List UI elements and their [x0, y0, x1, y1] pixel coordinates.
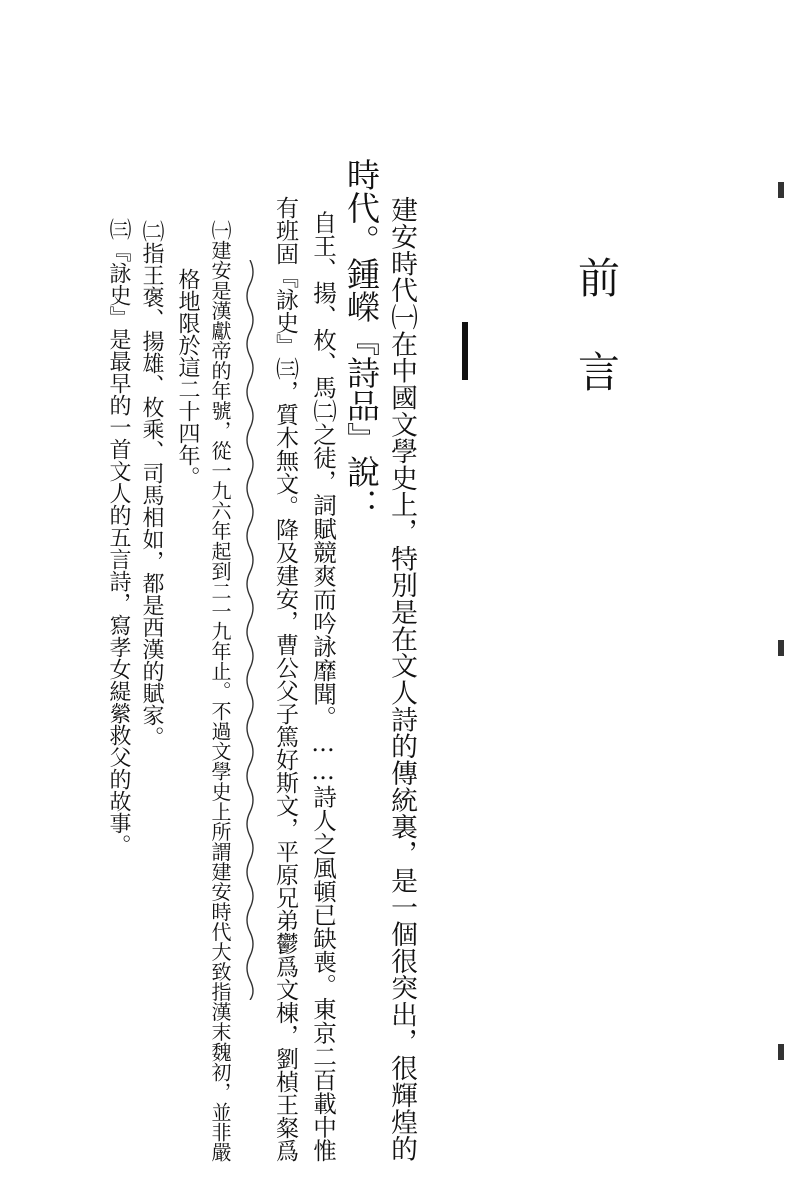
- footnote-2: ㈡指王褒、揚雄、枚乘、司馬相如，都是西漢的賦家。: [139, 220, 164, 748]
- chapter-number-mark: [436, 322, 494, 380]
- quote-line-2: 有班固『詠史』㈢，質木無文。降及建安，曹公父子篤好斯文，平原兄弟鬱爲文棟，劉楨王粲爲: [272, 196, 298, 1162]
- footnote-1-line-2: 格地限於這二十四年。: [175, 268, 200, 488]
- scan-edge-mark: [778, 182, 784, 198]
- scan-edge-mark: [778, 1044, 784, 1060]
- paragraph-line-2: 時代。鍾嶸『詩品』說：: [342, 158, 381, 521]
- quote-line-1: 自王、揚、枚、馬㈡之徒，詞賦競爽而吟詠靡聞。……詩人之風頓已缺喪。東京二百載中惟: [309, 210, 337, 1163]
- footnote-3: ㈢『詠史』是最早的一首文人的五言詩，寫孝女緹縈救父的故事。: [106, 218, 131, 856]
- page-title: 前言: [572, 256, 621, 444]
- paragraph-line-1: 建安時代㈠在中國文學史上，特別是在文人詩的傳統裏，是一個很突出，很輝煌的: [386, 196, 417, 1162]
- footnote-1-line-1: ㈠建安是漢獻帝的年號，從一九六年起到二一九年止。不過文學史上所謂建安時代大致指漢末魏初，並非嚴: [208, 220, 232, 1162]
- scan-edge-mark: [778, 640, 784, 656]
- chapter-number-bar: [462, 322, 468, 380]
- footnote-separator: [243, 260, 257, 1000]
